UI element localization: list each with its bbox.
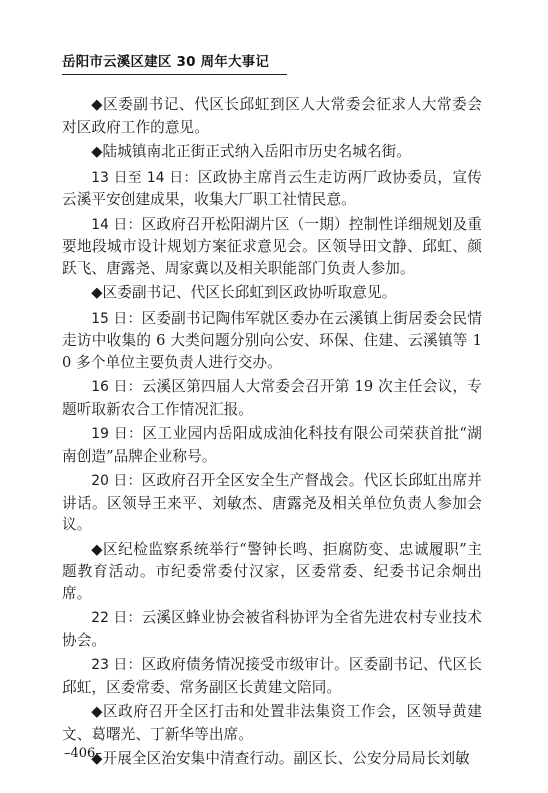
entry-text: 区政府债务情况接受市级审计。区委副书记、代区长邱虹，区委常委、常务副区长黄建文陪同。 bbox=[62, 656, 482, 696]
entry-date: 22 日： bbox=[91, 610, 142, 626]
paragraph bbox=[62, 423, 482, 467]
entry-text: 区政府召开全区安全生产督战会。代区长邱虹出席并讲话。区领导王来平、刘敏杰、唐露尧及相关单位负责人参加会议。 bbox=[62, 472, 482, 533]
entry-date: 13 日至 14 日： bbox=[91, 169, 198, 186]
entry-date: 23 日： bbox=[91, 657, 142, 673]
paragraph bbox=[62, 748, 482, 771]
paragraph bbox=[62, 167, 482, 211]
paragraph bbox=[62, 470, 482, 536]
paragraph bbox=[62, 308, 482, 374]
paragraph bbox=[62, 141, 482, 164]
paragraph bbox=[62, 701, 482, 745]
entry-date: 14 日： bbox=[91, 216, 142, 233]
paragraph bbox=[62, 94, 482, 138]
page-number: –406– bbox=[64, 746, 102, 761]
entry-text: 区政府召开松阳湖片区（一期）控制性详细规划及重要地段城市设计规划方案征求意见会。区领导田文静、邱虹、颜跃飞、唐露尧、周家冀以及相关职能部门负责人参加。 bbox=[62, 215, 482, 277]
paragraph bbox=[62, 376, 482, 420]
entry-text: 云溪区第四届人大常委会召开第 19 次主任会议，专题听取新农合工作情况汇报。 bbox=[62, 378, 482, 418]
entry-text: 云溪区蜂业协会被省科协评为全省先进农村专业技术协会。 bbox=[62, 609, 482, 649]
entry-date: 15 日： bbox=[91, 310, 142, 327]
entry-text: ◆陆城镇南北正街正式纳入岳阳市历史名城名街。 bbox=[91, 143, 412, 160]
entry-text: 区政协主席肖云生走访两厂政协委员，宣传云溪平安创建成果，收集大厂职工社情民意。 bbox=[62, 168, 483, 208]
entry-text: ◆区委副书记、代区长邱虹到区政协听取意见。 bbox=[91, 284, 397, 301]
entry-text: ◆区政府召开全区打击和处置非法集资工作会，区领导黄建文、葛曙光、丁新华等出席。 bbox=[62, 703, 482, 743]
entry-text: 区工业园内岳阳成成油化科技有限公司荣获首批“湖南创造”品牌企业称号。 bbox=[62, 425, 482, 465]
entry-text: ◆区委副书记、代区长邱虹到区人大常委会征求人大常委会对区政府工作的意见。 bbox=[62, 96, 482, 136]
entry-text: ◆区纪检监察系统举行“警钟长鸣、拒腐防变、忠诚履职”主题教育活动。市纪委常委付汉家，区委常委、纪委书记余炯出席。 bbox=[62, 540, 482, 602]
paragraph bbox=[62, 282, 482, 305]
entry-text: ◆开展全区治安集中清查行动。副区长、公安分局局长刘敏 bbox=[91, 750, 470, 767]
entry-text: 区委副书记陶伟军就区委办在云溪镇上街居委会民情走访中收集的 6 大类问题分别向公安、环保、住建、云溪镇等 10 多个单位主要负责人进行交办。 bbox=[62, 309, 482, 371]
body-text bbox=[62, 94, 482, 774]
header-rule bbox=[62, 74, 287, 75]
paragraph bbox=[62, 654, 482, 698]
entry-date: 20 日： bbox=[91, 473, 142, 489]
entry-date: 19 日： bbox=[91, 426, 143, 442]
paragraph bbox=[62, 607, 482, 651]
entry-date: 16 日： bbox=[91, 379, 142, 395]
running-header: 岳阳市云溪区建区 30 周年大事记 bbox=[62, 54, 270, 70]
paragraph bbox=[62, 214, 482, 280]
paragraph bbox=[62, 539, 482, 605]
